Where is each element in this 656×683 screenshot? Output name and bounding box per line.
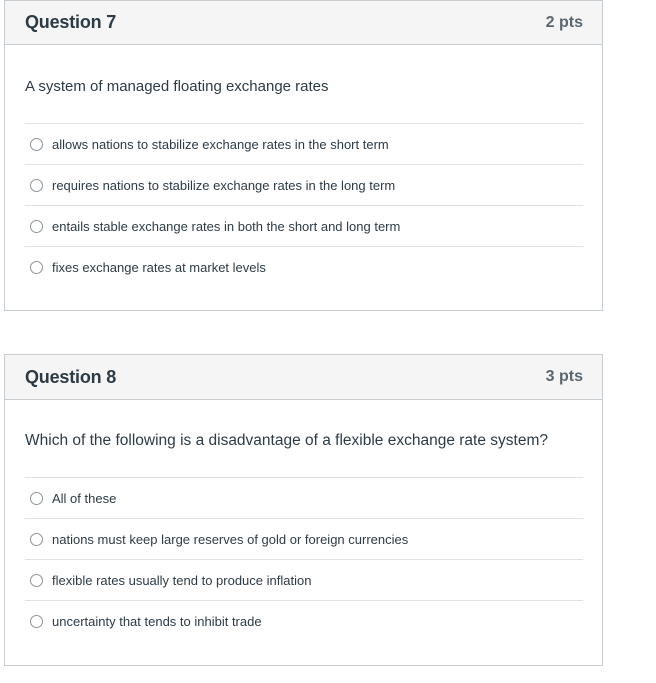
question-title: Question 7 bbox=[25, 12, 117, 32]
answer-label: allows nations to stabilize exchange rates in the short term bbox=[52, 136, 389, 152]
answer-label: All of these bbox=[52, 490, 117, 506]
radio-button[interactable] bbox=[30, 138, 43, 151]
radio-button[interactable] bbox=[30, 533, 43, 546]
answer-option[interactable] bbox=[25, 124, 583, 165]
question-title: Question 8 bbox=[25, 366, 117, 387]
radio-button[interactable] bbox=[30, 179, 43, 192]
answer-label: uncertainty that tends to inhibit trade bbox=[52, 614, 262, 629]
question-text: Which of the following is a disadvantage of a flexible exchange rate system? bbox=[25, 432, 548, 449]
question-8-card bbox=[4, 354, 603, 666]
answer-label: flexible rates usually tend to produce inflation bbox=[52, 572, 312, 588]
answer-option[interactable] bbox=[25, 206, 583, 247]
question-body bbox=[5, 400, 602, 642]
radio-button[interactable] bbox=[30, 220, 43, 233]
question-body bbox=[5, 45, 602, 288]
question-text: A system of managed floating exchange rates bbox=[25, 78, 329, 95]
answer-option[interactable] bbox=[25, 247, 583, 288]
radio-button[interactable] bbox=[30, 492, 43, 505]
question-7-card bbox=[4, 0, 603, 311]
answer-option[interactable] bbox=[25, 478, 583, 519]
question-points: 2 pts bbox=[545, 13, 583, 31]
question-header bbox=[5, 1, 602, 45]
question-points: 3 pts bbox=[545, 368, 583, 385]
question-header bbox=[5, 355, 602, 400]
answer-label: requires nations to stabilize exchange rates in the long term bbox=[52, 177, 396, 193]
answer-list bbox=[25, 123, 583, 288]
answer-label: fixes exchange rates at market levels bbox=[52, 260, 266, 275]
answer-option[interactable] bbox=[25, 165, 583, 206]
radio-button[interactable] bbox=[30, 615, 43, 628]
answer-list bbox=[25, 477, 583, 642]
answer-label: nations must keep large reserves of gold or foreign currencies bbox=[52, 531, 409, 547]
answer-option[interactable] bbox=[25, 601, 583, 642]
answer-option[interactable] bbox=[25, 560, 583, 601]
answer-option[interactable] bbox=[25, 519, 583, 560]
answer-label: entails stable exchange rates in both the short and long term bbox=[52, 218, 401, 234]
radio-button[interactable] bbox=[30, 574, 43, 587]
radio-button[interactable] bbox=[30, 261, 43, 274]
